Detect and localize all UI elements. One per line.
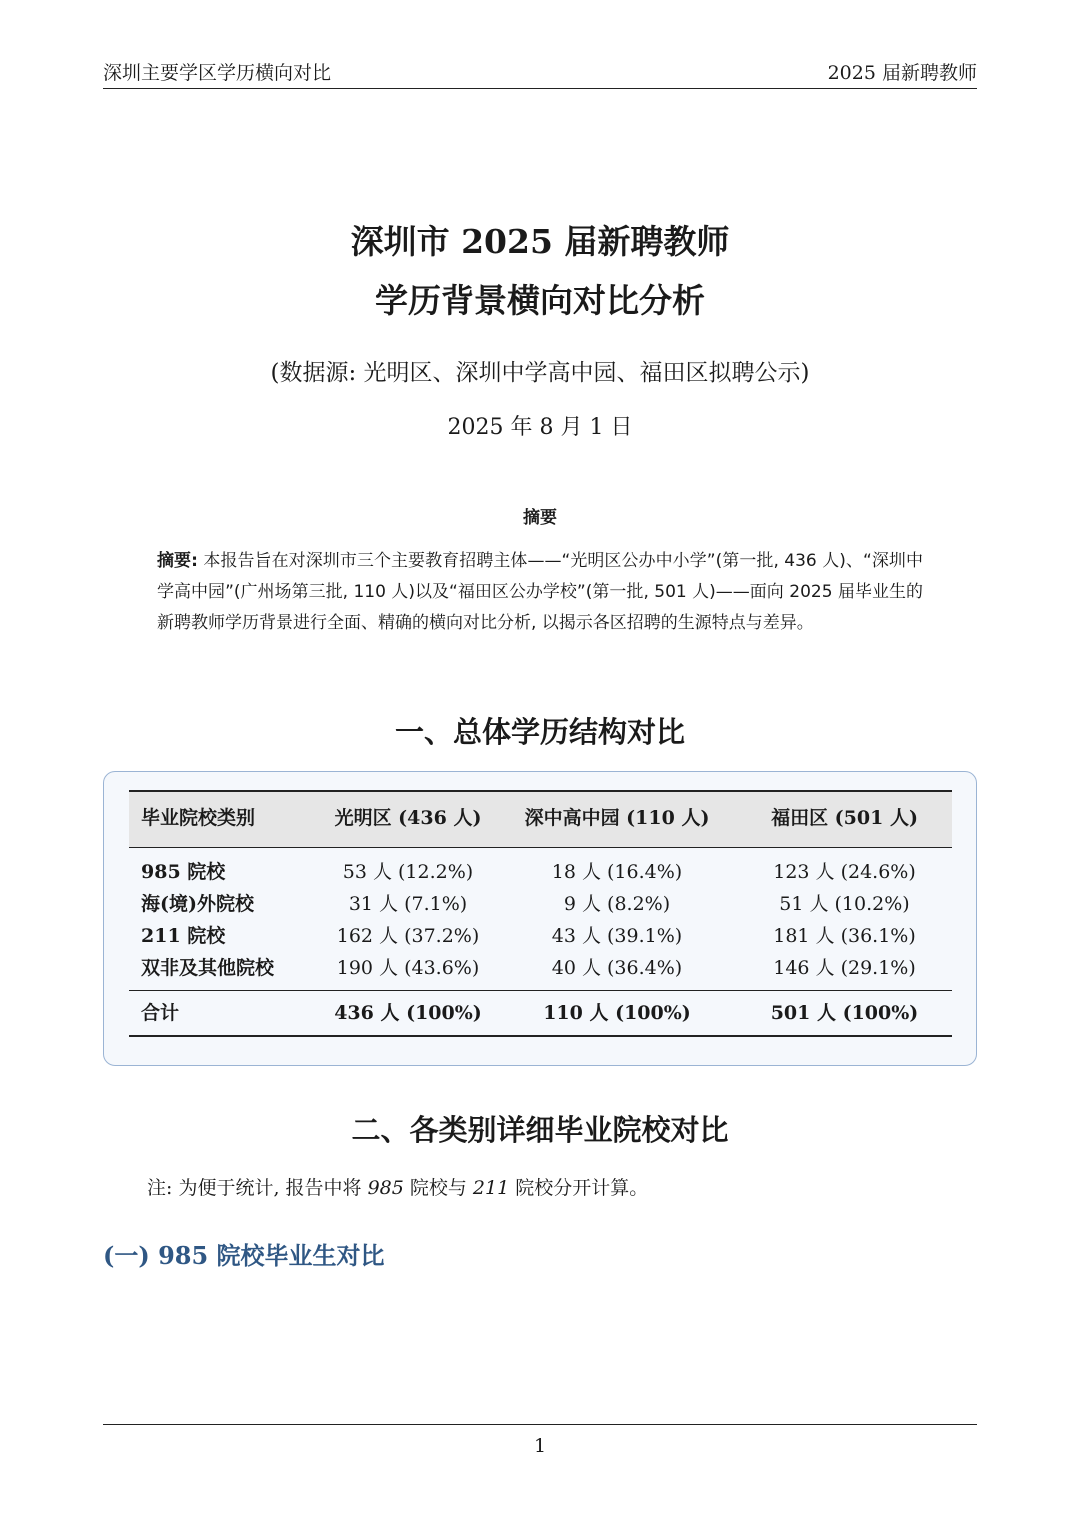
table-total-cell: 436 人 (100%) — [319, 990, 497, 1036]
table-header-category: 毕业院校类别 — [129, 791, 319, 847]
table-row — [129, 847, 952, 888]
section-heading-overall: 一、总体学历结构对比 — [394, 715, 685, 749]
table-total-cell: 110 人 (100%) — [497, 990, 737, 1036]
table-cell: 123 人 (24.6%) — [773, 860, 916, 883]
table-cell: 190 人 (43.6%) — [336, 956, 480, 979]
table-header-futian: 福田区 (501 人) — [737, 791, 952, 847]
table-cell: 18 人 (16.4%) — [551, 860, 683, 883]
table-cell-category: 海(境)外院校 — [141, 892, 254, 915]
document-title-line-1: 深圳市 2025 届新聘教师 — [350, 222, 730, 261]
note-suffix: 院校分开计算。 — [509, 1177, 649, 1199]
abstract-lead: 摘要: — [157, 551, 198, 571]
table-cell: 181 人 (36.1%) — [773, 924, 916, 947]
table-cell: 146 人 (29.1%) — [773, 956, 916, 979]
education-table-card — [103, 771, 977, 1066]
footer-divider — [103, 1424, 977, 1425]
header-right-title — [828, 62, 977, 84]
table-cell: 43 人 (39.1%) — [551, 924, 683, 947]
table-total-cell: 501 人 (100%) — [737, 990, 952, 1036]
table-cell: 31 人 (7.1%) — [348, 892, 468, 915]
table-row — [129, 920, 952, 952]
table-row — [129, 888, 952, 920]
table-cell: 53 人 (12.2%) — [342, 860, 474, 883]
table-row — [129, 952, 952, 991]
table-header-row — [129, 791, 952, 847]
note-mid: 院校与 — [403, 1177, 473, 1199]
table-cell: 40 人 (36.4%) — [551, 956, 683, 979]
note-985: 985 — [367, 1177, 404, 1199]
table-cell-category: 985 院校 — [141, 860, 226, 883]
document-title-line-2: 学历背景横向对比分析 — [375, 281, 705, 320]
running-header — [103, 62, 977, 89]
header-right-year: 2025 — [827, 62, 876, 84]
abstract-body — [157, 546, 923, 639]
data-source-line: (数据源: 光明区、深圳中学高中园、福田区拟聘公示) — [270, 360, 810, 386]
education-structure-table — [129, 790, 952, 1037]
table-cell: 51 人 (10.2%) — [779, 892, 910, 915]
table-cell-category: 211 院校 — [141, 924, 226, 947]
statistics-note — [147, 1175, 648, 1201]
table-cell-category: 双非及其他院校 — [141, 956, 275, 979]
document-date: 2025 年 8 月 1 日 — [447, 415, 633, 440]
table-header-guangming: 光明区 (436 人) — [319, 791, 497, 847]
table-header-shenzhong: 深中高中园 (110 人) — [497, 791, 737, 847]
section-heading-detailed: 二、各类别详细毕业院校对比 — [351, 1113, 729, 1147]
abstract-text: 本报告旨在对深圳市三个主要教育招聘主体——“光明区公办中小学”(第一批, 436 人)、“深圳中学高中园”(广州场第三批, 110 人)以及“福田区公办学校”(第一批, 501 人)——面向 2025 届毕业生的新聘教师学历背景进行全面、精确的横向对比分析, 以揭示各区招聘的生源特点与差异。 — [157, 551, 923, 633]
table-cell: 9 人 (8.2%) — [563, 892, 671, 915]
note-211: 211 — [472, 1177, 510, 1199]
header-left-title: 深圳主要学区学历横向对比 — [103, 62, 332, 84]
subsection-heading-985: (一) 985 院校毕业生对比 — [103, 1241, 385, 1270]
header-right-text: 届新聘教师 — [881, 62, 977, 84]
table-total-label: 合计 — [129, 990, 319, 1036]
table-total-row — [129, 990, 952, 1036]
note-prefix: 注: 为便于统计, 报告中将 — [147, 1177, 368, 1199]
page-number: 1 — [533, 1435, 547, 1457]
table-cell: 162 人 (37.2%) — [336, 924, 480, 947]
abstract-heading: 摘要 — [523, 508, 557, 528]
